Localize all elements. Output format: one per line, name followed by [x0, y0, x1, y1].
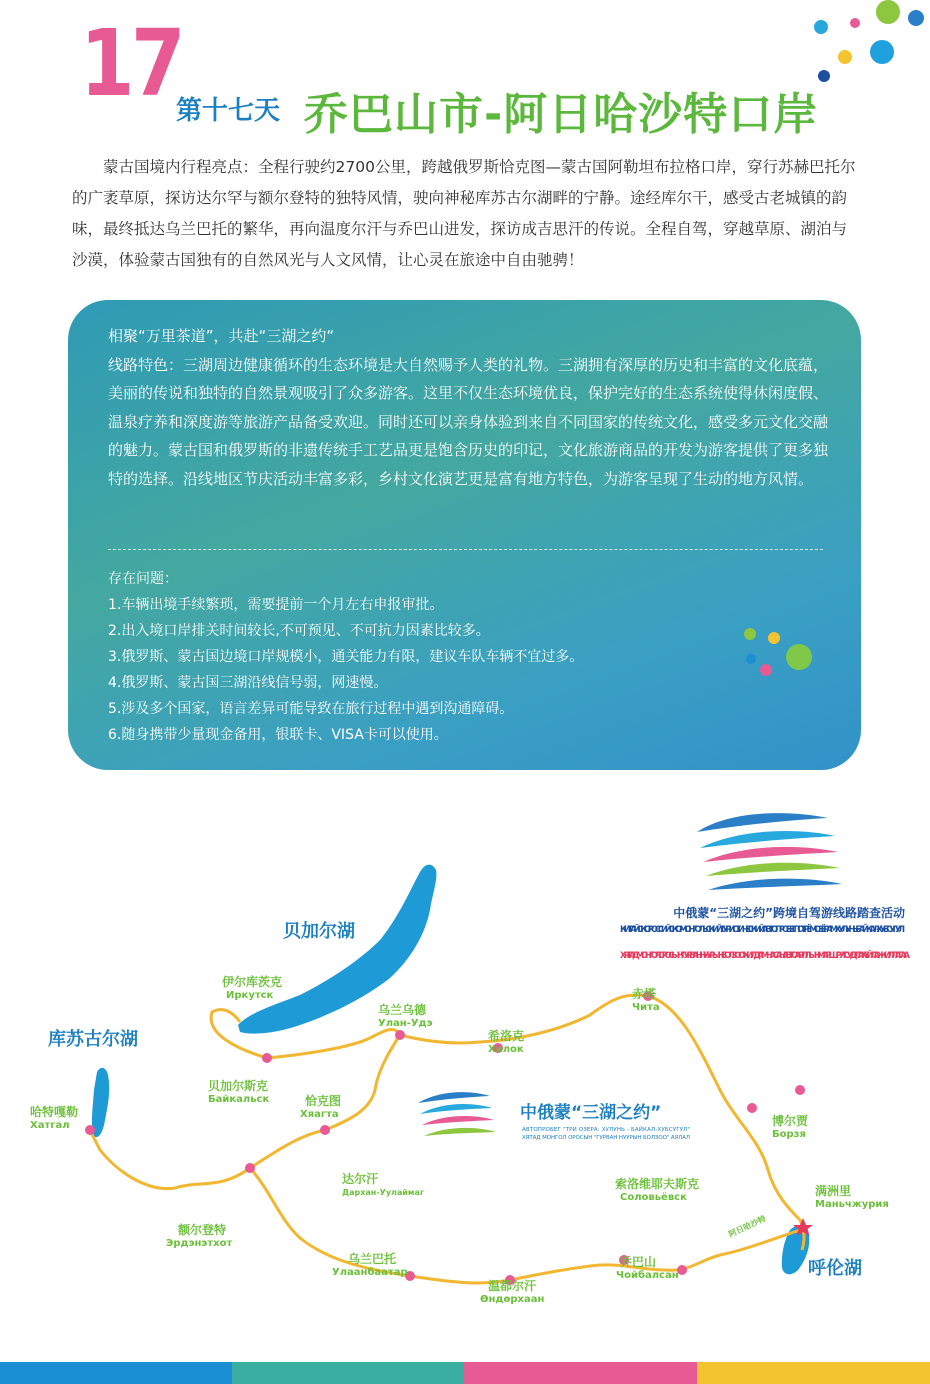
- route-map: [0, 800, 930, 1360]
- card-text: [108, 322, 828, 493]
- day-label: 第十七天: [176, 96, 281, 126]
- city-label-cn: 希洛克: [488, 1029, 525, 1043]
- card-decor-dot: [744, 628, 756, 640]
- city-label-cn: 乌兰巴托: [348, 1252, 397, 1266]
- issue-item: 6.随身携带少量现金备用，银联卡、VISA卡可以使用。: [108, 727, 448, 743]
- decor-dot: [876, 0, 900, 24]
- city-label-cn: 乌兰乌德: [378, 1003, 427, 1017]
- decor-dot: [870, 40, 894, 64]
- center-logo-sub: ХЯТАД МОНГОЛ ОРОСЫН "ГУРВАН НУУРЫН БОЛЗОО" АЯЛАЛ: [522, 1135, 690, 1141]
- city-label-ru: Иркутск: [226, 990, 274, 1001]
- logo-title-cn: 中俄蒙“三湖之约”跨境自驾游线路踏查活动: [673, 906, 905, 920]
- issue-item: 1.车辆出境手续繁琐，需要提前一个月左右申报审批。: [108, 597, 444, 613]
- city-label-cn: 伊尔库茨克: [222, 975, 283, 989]
- city-label-cn: 温都尔汗: [488, 1279, 537, 1293]
- city-label-ru: Дархан-Уулаймаг: [342, 1188, 425, 1197]
- card-decor-dot: [760, 664, 772, 676]
- lake-khuvsgul-label: 库苏古尔湖: [48, 1029, 138, 1050]
- city-label-ru: Чита: [632, 1002, 660, 1013]
- city-label-ru: Борзя: [772, 1129, 806, 1140]
- card-features: 线路特色：三湖周边健康循环的生态环境是大自然赐予人类的礼物。三湖拥有深厚的历史和丰富的文化底蕴，美丽的传说和独特的自然景观吸引了众多游客。这里不仅生态环境优良，保护完好的生态系统使得休闲度假、温泉疗养和深度游等旅游产品备受欢迎。同时还可以亲身体验到来自不同国家的传统文化，感受多元文化交融的魅力。蒙古国和俄罗斯的非遗传统手工艺品更是饱含历史的印记，文化旅游商品的开发为游客提供了更多独特的选择。沿线地区节庆活动丰富多彩，乡村文化演艺更是富有地方特色，为游客呈现了生动的地方风情。: [108, 355, 829, 488]
- city-label-ru: Чойбалсан: [616, 1270, 679, 1281]
- city-label-cn: 乔巴山: [620, 1255, 657, 1269]
- city-label-ru: Хатгал: [30, 1120, 70, 1131]
- issues-title: 存在问题：: [108, 571, 178, 587]
- card-decor-dot: [746, 654, 756, 664]
- city-label-ru: Хилок: [488, 1044, 524, 1055]
- issues-list: [108, 566, 828, 748]
- khuvsgul-lake-shape: [92, 1068, 109, 1137]
- center-logo: [418, 1092, 496, 1136]
- city-label-ru: Улаанбаатар: [332, 1267, 408, 1278]
- card-decor-dot: [786, 644, 812, 670]
- decor-dot: [850, 18, 860, 28]
- card-decor-dot: [768, 632, 780, 644]
- city-label-cn: 贝加尔斯克: [208, 1079, 269, 1093]
- intro-paragraph: 蒙古国境内行程亮点：全程行驶约2700公里，跨越俄罗斯恰克图—蒙古国阿勒坦布拉格口岸，穿行苏赫巴托尔的广袤草原，探访达尔罕与额尔登特的独特风情，驶向神秘库苏古尔湖畔的宁静。途经库尔干，感受古老城镇的韵味，最终抵达乌兰巴托的繁华，再向温度尔汗与乔巴山进发，探访成吉思汗的传说。全程自驾，穿越草原、湖泊与沙漠，体验蒙古国独有的自然风光与人文风情，让心灵在旅途中自由驰骋！: [72, 158, 856, 269]
- issue-item: 2.出入境口岸排关时间较长,不可预见、不可抗力因素比较多。: [108, 623, 490, 639]
- decor-dot: [908, 10, 924, 26]
- center-logo-title: 中俄蒙“三湖之约”: [520, 1103, 662, 1123]
- logo-title-mn: ХЯТАД МОНГОЛ ОРОСЫН "ГУРВАН НУУРЫН БОЛЗОО"ХИЛ ДАМНАСАН АВТО АЯЛЛЫН МАРШРУТ СУДЛАХ ҮЙЛ АЖИЛЛАГАА: [620, 951, 910, 961]
- card-heading: 相聚“万里茶道”，共赴“三湖之约“: [108, 327, 335, 345]
- card-divider: [108, 549, 823, 550]
- issue-item: 5.涉及多个国家，语言差异可能导致在旅行过程中遇到沟通障碍。: [108, 701, 514, 717]
- issue-item: 3.俄罗斯、蒙古国边境口岸规模小，通关能力有限，建议车队车辆不宜过多。: [108, 649, 584, 665]
- decor-dot: [814, 20, 828, 34]
- city-label-cn: 满洲里: [815, 1184, 852, 1198]
- city-label-cn: 恰克图: [305, 1094, 342, 1108]
- city-label-cn: 索洛维耶夫斯克: [615, 1177, 700, 1191]
- city-label-cn: 哈特嘎勒: [30, 1105, 79, 1119]
- center-logo-sub: АВТОПРОБЕГ "ТРИ ОЗЕРА: ХУЛУНЬ - БАЙКАЛ-ХУБСУГУЛ": [522, 1127, 690, 1133]
- city-label-cn: 额尔登特: [178, 1223, 227, 1237]
- decor-dot: [818, 70, 830, 82]
- city-label-cn: 达尔汗: [342, 1172, 379, 1186]
- event-logo: [697, 813, 842, 890]
- port-label: 阿日哈沙特: [727, 1214, 768, 1240]
- lake-hulun-label: 呼伦湖: [808, 1258, 862, 1279]
- city-label-cn: 赤塔: [632, 987, 657, 1001]
- route-title: 乔巴山市-阿日哈沙特口岸: [304, 89, 819, 140]
- city-label-cn: 博尔贾: [772, 1114, 809, 1128]
- city-label-ru: Маньчжурия: [815, 1199, 889, 1210]
- city-label-ru: Байкальск: [208, 1094, 270, 1105]
- city-label-ru: Соловьёвск: [620, 1192, 687, 1203]
- day-number: 17: [80, 10, 183, 117]
- footer-bar-blue: [0, 1362, 232, 1384]
- footer-bar-teal: [232, 1362, 464, 1384]
- logo-title-ru: КИТАЙСКО- РОССИЙСКО- МОНГОЛЬСКИЙ ТУРИСТИЧЕСКИЙ АВТОПРОБЕГ ПО ТРЁМ ОЗЁРАМ: ХУЛУНЬ- БАЙКАЛ - ХУБСУГУЛ: [620, 925, 905, 935]
- decor-dot: [838, 50, 852, 64]
- issue-item: 4.俄罗斯、蒙古国三湖沿线信号弱，网速慢。: [108, 675, 388, 691]
- city-label-ru: Хяагта: [300, 1109, 339, 1120]
- lake-baikal-label: 贝加尔湖: [283, 921, 355, 942]
- city-label-ru: Эрдэнэтхот: [166, 1238, 233, 1249]
- footer-bar-pink: [464, 1362, 697, 1384]
- city-label-ru: Өндөрхаан: [480, 1294, 545, 1305]
- footer-bar-yellow: [697, 1362, 930, 1384]
- city-label-ru: Улан-Удэ: [378, 1018, 433, 1029]
